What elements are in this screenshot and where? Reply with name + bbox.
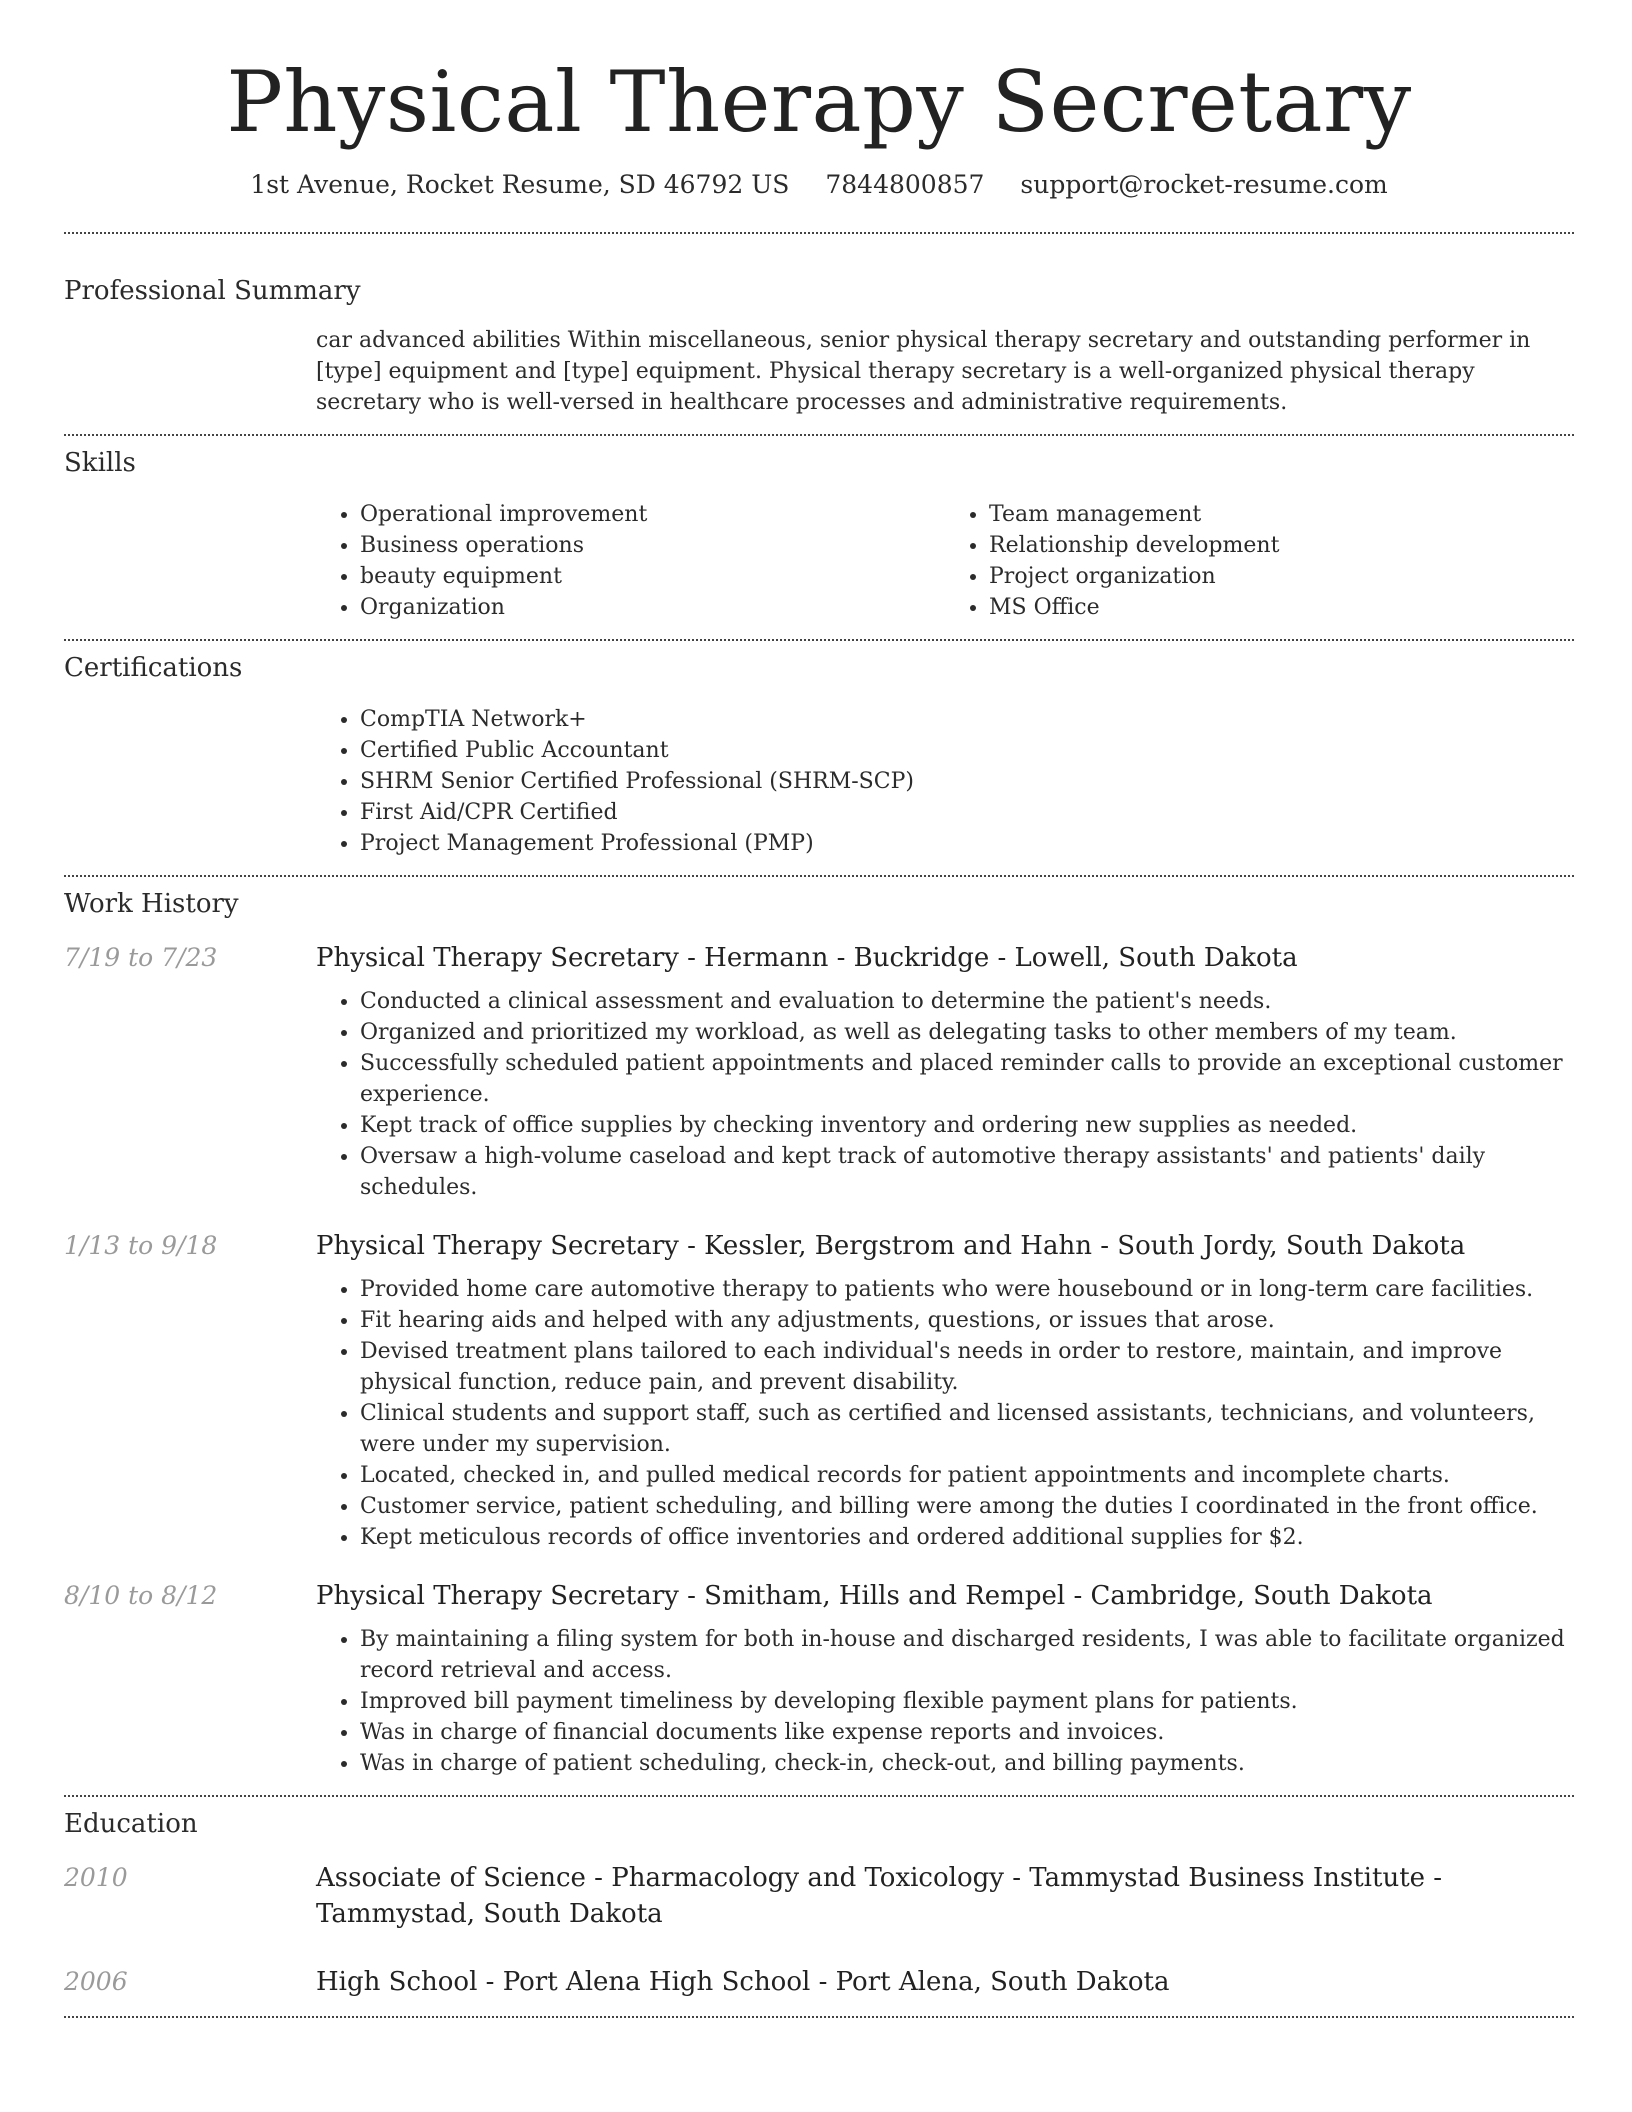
certification-item: • SHRM Senior Certified Professional (SHRM-SCP) xyxy=(360,766,1574,797)
skill-item: • Relationship development xyxy=(989,530,1574,561)
skills-list xyxy=(316,499,1574,623)
job-duty-item: • Customer service, patient scheduling, and billing were among the duties I coordinated in the front office. xyxy=(360,1491,1574,1522)
skills-column-right xyxy=(945,499,1574,623)
job-entry xyxy=(64,940,1574,976)
job-duty-item: • Improved bill payment timeliness by developing flexible payment plans for patients. xyxy=(360,1686,1574,1717)
job-dates: 1/13 to 9/18 xyxy=(64,1231,218,1260)
job-duty-item: • Provided home care automotive therapy to patients who were housebound or in long-term care facilities. xyxy=(360,1274,1574,1305)
section-title-summary: Professional Summary xyxy=(64,276,361,306)
skill-item: • Business operations xyxy=(360,530,945,561)
job-duty-item: • Conducted a clinical assessment and evaluation to determine the patient's needs. xyxy=(360,986,1574,1017)
divider xyxy=(64,232,1574,234)
job-duties xyxy=(316,1624,1574,1779)
job-duty-item: • Kept track of office supplies by checking inventory and ordering new supplies as needed. xyxy=(360,1110,1574,1141)
section-title-work-history: Work History xyxy=(64,889,239,919)
job-duty-item: • Organized and prioritized my workload, as well as delegating tasks to other members of my team. xyxy=(360,1017,1574,1048)
divider xyxy=(64,639,1574,641)
job-duty-item: • Fit hearing aids and helped with any adjustments, questions, or issues that arose. xyxy=(360,1305,1574,1336)
education-entry xyxy=(64,1964,1574,2000)
skill-item: • Project organization xyxy=(989,561,1574,592)
resume-page xyxy=(64,0,1574,2018)
certifications-list xyxy=(316,704,1574,859)
education-heading: High School - Port Alena High School - Port Alena, South Dakota xyxy=(316,1967,1170,1997)
job-dates: 7/19 to 7/23 xyxy=(64,943,218,972)
job-entry xyxy=(64,1228,1574,1264)
education-heading: Associate of Science - Pharmacology and Toxicology - Tammystad Business Institute - Tammystad, South Dakota xyxy=(316,1863,1443,1929)
resume-name: Physical Therapy Secretary xyxy=(226,53,1412,151)
skill-item: • MS Office xyxy=(989,592,1574,623)
education-year: 2006 xyxy=(64,1967,128,1996)
job-duty-item: • Clinical students and support staff, such as certified and licensed assistants, technicians, and volunteers, were under my supervision. xyxy=(360,1398,1574,1460)
certification-item: • First Aid/CPR Certified xyxy=(360,797,1574,828)
contact-email[interactable]: support@rocket-resume.com xyxy=(1020,170,1388,199)
section-title-certifications: Certifications xyxy=(64,653,243,683)
job-duty-item: • Kept meticulous records of office inventories and ordered additional supplies for $2. xyxy=(360,1522,1574,1553)
divider xyxy=(64,1795,1574,1797)
job-heading: Physical Therapy Secretary - Kessler, Bergstrom and Hahn - South Jordy, South Dakota xyxy=(316,1231,1466,1261)
divider xyxy=(64,434,1574,436)
certification-item: • Certified Public Accountant xyxy=(360,735,1574,766)
contact-address: 1st Avenue, Rocket Resume, SD 46792 US xyxy=(250,170,790,199)
divider xyxy=(64,875,1574,877)
contact-phone: 7844800857 xyxy=(825,170,985,199)
section-title-education: Education xyxy=(64,1809,198,1839)
skill-item: • Team management xyxy=(989,499,1574,530)
education-entry xyxy=(64,1860,1574,1932)
job-heading: Physical Therapy Secretary - Smitham, Hills and Rempel - Cambridge, South Dakota xyxy=(316,1581,1433,1611)
job-duties xyxy=(316,1274,1574,1553)
skill-item: • beauty equipment xyxy=(360,561,945,592)
job-duty-item: • Successfully scheduled patient appointments and placed reminder calls to provide an exceptional customer experience. xyxy=(360,1048,1574,1110)
job-heading: Physical Therapy Secretary - Hermann - Buckridge - Lowell, South Dakota xyxy=(316,943,1298,973)
job-duty-item: • Was in charge of patient scheduling, check-in, check-out, and billing payments. xyxy=(360,1748,1574,1779)
section-title-skills: Skills xyxy=(64,448,136,478)
education-year: 2010 xyxy=(64,1863,128,1892)
divider xyxy=(64,2016,1574,2018)
skill-item: • Operational improvement xyxy=(360,499,945,530)
skills-column-left xyxy=(316,499,945,623)
job-duties xyxy=(316,986,1574,1203)
job-duty-item: • Located, checked in, and pulled medical records for patient appointments and incomplete charts. xyxy=(360,1460,1574,1491)
job-duty-item: • Oversaw a high-volume caseload and kept track of automotive therapy assistants' and patients' daily schedules. xyxy=(360,1141,1574,1203)
summary-text: car advanced abilities Within miscellaneous, senior physical therapy secretary and outstanding performer in [type] equipment and [type] equipment. Physical therapy secretary is a well-organized physical therapy secretary who is well-versed in healthcare processes and administrative requirements. xyxy=(316,328,1531,415)
job-dates: 8/10 to 8/12 xyxy=(64,1581,218,1610)
certification-item: • Project Management Professional (PMP) xyxy=(360,828,1574,859)
job-duty-item: • Devised treatment plans tailored to each individual's needs in order to restore, maintain, and improve physical function, reduce pain, and prevent disability. xyxy=(360,1336,1574,1398)
contact-line xyxy=(64,168,1574,202)
job-duty-item: • Was in charge of financial documents like expense reports and invoices. xyxy=(360,1717,1574,1748)
job-entry xyxy=(64,1578,1574,1614)
certification-item: • CompTIA Network+ xyxy=(360,704,1574,735)
skill-item: • Organization xyxy=(360,592,945,623)
job-duty-item: • By maintaining a filing system for both in-house and discharged residents, I was able to facilitate organized record retrieval and access. xyxy=(360,1624,1574,1686)
